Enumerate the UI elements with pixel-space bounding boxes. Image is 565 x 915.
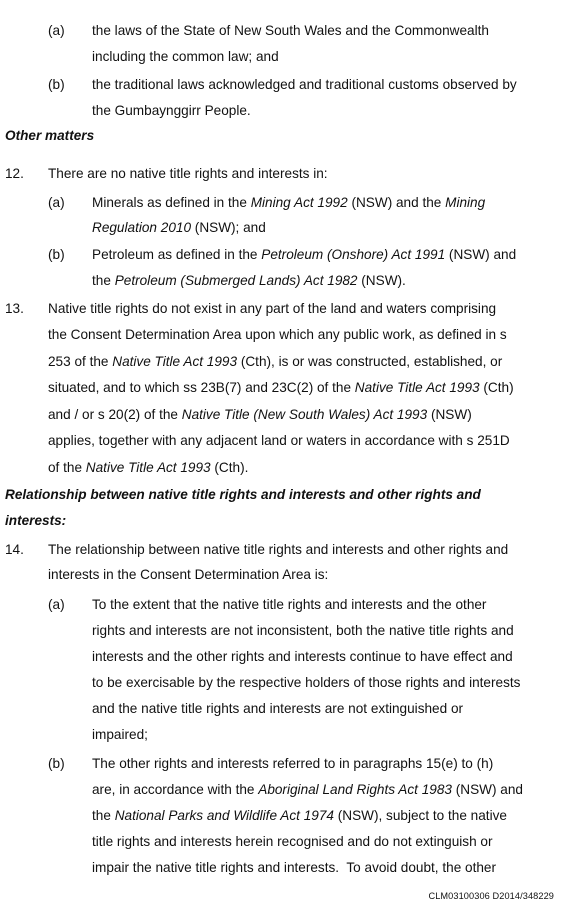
text-line: situated, and to which ss 23B(7) and 23C(2) of the Native Title Act 1993 (Cth) bbox=[48, 380, 514, 395]
text-line: the laws of the State of New South Wales and the Commonwealth bbox=[92, 23, 489, 38]
text-line: the Petroleum (Submerged Lands) Act 1982 (NSW). bbox=[92, 273, 406, 288]
text-line: To the extent that the native title rights and interests and the other bbox=[92, 597, 487, 612]
text-line: the National Parks and Wildlife Act 1974 (NSW), subject to the native bbox=[92, 808, 507, 823]
item-label-14a: (a) bbox=[48, 597, 65, 612]
text-line: There are no native title rights and interests in: bbox=[48, 166, 328, 181]
item-label-14b: (b) bbox=[48, 756, 65, 771]
text-line: rights and interests are not inconsistent, both the native title rights and bbox=[92, 623, 514, 638]
item-label-12a: (a) bbox=[48, 195, 65, 210]
section-heading-relationship-cont: interests: bbox=[5, 513, 67, 528]
text-line: The other rights and interests referred to in paragraphs 15(e) to (h) bbox=[92, 756, 494, 771]
text-line: to be exercisable by the respective holders of those rights and interests bbox=[92, 675, 521, 690]
text-line: Native title rights do not exist in any part of the land and waters comprising bbox=[48, 301, 497, 316]
paragraph-number-14: 14. bbox=[5, 542, 24, 557]
text-line: and / or s 20(2) of the Native Title (New South Wales) Act 1993 (NSW) bbox=[48, 407, 472, 422]
footer-reference: CLM03100306 D2014/348229 bbox=[428, 891, 554, 901]
text-line: interests and the other rights and interests continue to have effect and bbox=[92, 649, 513, 664]
text-line: Regulation 2010 (NSW); and bbox=[92, 220, 266, 235]
text-line: 253 of the Native Title Act 1993 (Cth), is or was constructed, established, or bbox=[48, 354, 503, 369]
paragraph-number-12: 12. bbox=[5, 166, 24, 181]
item-label-a: (a) bbox=[48, 23, 65, 38]
text-line: Minerals as defined in the Mining Act 1992 (NSW) and the Mining bbox=[92, 195, 486, 210]
text-line: title rights and interests herein recognised and do not extinguish or bbox=[92, 834, 493, 849]
item-label-b: (b) bbox=[48, 77, 65, 92]
text-line: and the native title rights and interests are not extinguished or bbox=[92, 701, 464, 716]
text-line: the Consent Determination Area upon which any public work, as defined in s bbox=[48, 327, 507, 342]
text-line: impaired; bbox=[92, 727, 148, 742]
section-heading-relationship: Relationship between native title rights and interests and other rights and bbox=[5, 487, 481, 502]
text-line: applies, together with any adjacent land or waters in accordance with s 251D bbox=[48, 433, 510, 448]
text-line: including the common law; and bbox=[92, 49, 279, 64]
text-line: interests in the Consent Determination Area is: bbox=[48, 567, 329, 582]
text-line: Petroleum as defined in the Petroleum (Onshore) Act 1991 (NSW) and bbox=[92, 247, 517, 262]
text-line: the Gumbaynggirr People. bbox=[92, 103, 251, 118]
text-line: The relationship between native title rights and interests and other rights and bbox=[48, 542, 509, 557]
text-line: are, in accordance with the Aboriginal Land Rights Act 1983 (NSW) and bbox=[92, 782, 523, 797]
text-line: impair the native title rights and interests. To avoid doubt, the other bbox=[92, 860, 497, 875]
text-line: the traditional laws acknowledged and traditional customs observed by bbox=[92, 77, 517, 92]
text-line: of the Native Title Act 1993 (Cth). bbox=[48, 460, 249, 475]
paragraph-number-13: 13. bbox=[5, 301, 24, 316]
item-label-12b: (b) bbox=[48, 247, 65, 262]
section-heading-other-matters: Other matters bbox=[5, 128, 95, 143]
